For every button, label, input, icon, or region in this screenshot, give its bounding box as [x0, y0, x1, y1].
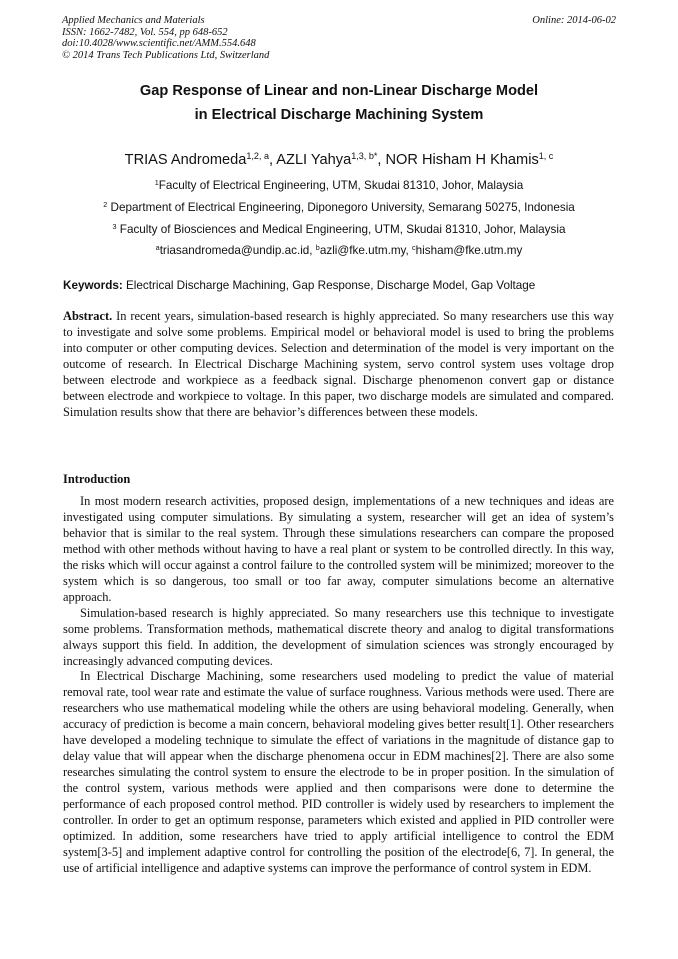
author-name: AZLI Yahya: [276, 152, 352, 168]
abstract-label: Abstract.: [63, 309, 113, 323]
affiliation-text: Faculty of Electrical Engineering, UTM, Skudai 81310, Johor, Malaysia: [158, 179, 524, 192]
author-affiliation-mark: 1,2, a: [246, 151, 269, 162]
author-emails: [20, 244, 658, 257]
author-separator: ,: [268, 152, 277, 168]
affiliation-text: Faculty of Biosciences and Medical Engineering, UTM, Skudai 81310, Johor, Malaysia: [116, 223, 566, 236]
affiliation-mark: 3: [112, 222, 117, 232]
introduction-heading: Introduction: [63, 472, 131, 486]
author-affiliation-mark: 1, c: [538, 151, 554, 162]
email-mark: a: [155, 243, 160, 253]
title-line-2: in Electrical Discharge Machining System: [194, 107, 484, 123]
affiliation-2: [20, 201, 658, 214]
author-list: [20, 152, 658, 168]
email-mark: b: [315, 243, 320, 253]
email-address[interactable]: azli@fke.utm.my,: [319, 244, 413, 257]
affiliation-mark: 1: [154, 178, 159, 188]
email-address[interactable]: hisham@fke.utm.my: [415, 244, 523, 257]
intro-paragraph: In Electrical Discharge Machining, some researchers used modeling to predict the value of material removal rate, tool wear rate and estimate the value of surface roughness. Various methods were used. There are researchers who use mathematical modeling while the others are using behavioral modeling. Generally, when accuracy of prediction is become a main concern, behavioral modeling gives better result[1]. Other researchers have developed a modeling technique to simulate the effect of variations in the magnitude of distance gap to delay value that will appear when the discharge phenomena occur in EDM machines[2]. There are also some researches simulating the control system to ensure the electrode to be in proper position. In the simulation of the control system, various methods were applied and then comparisons were done to determine the performance of each proposed control method. PID controller is widely used by researchers to implement the controller. In order to get an optimum response, parameters which existed and applied in PID controller were optimized. In addition, some researchers have tried to apply artificial intelligence to control the EDM system[3-5] and implement adaptive control for controlling the position of the electrode[6, 7]. In general, the use of artificial intelligence and adaptive systems can improve the performance of control system in EDM.: [63, 669, 614, 875]
abstract: [63, 309, 614, 421]
author-name: TRIAS Andromeda: [124, 152, 247, 168]
title-line-1: Gap Response of Linear and non-Linear Discharge Model: [139, 83, 539, 99]
keywords-text: Electrical Discharge Machining, Gap Response, Discharge Model, Gap Voltage: [122, 279, 536, 292]
author-name: NOR Hisham H Khamis: [385, 152, 539, 168]
email-mark: c: [412, 243, 416, 253]
affiliation-text: Department of Electrical Engineering, Diponegoro University, Semarang 50275, Indonesia: [107, 201, 575, 214]
author-separator: ,: [377, 152, 386, 168]
author-affiliation-mark: 1,3, b*: [351, 151, 378, 162]
intro-paragraph: In most modern research activities, proposed design, implementations of a new techniques and ideas are investigated using computer simulations. By simulating a system, researcher will get an idea of system’s behavior that is similar to the real system. Through these simulations researchers can compare the proposed method with other methods without having to have a real plant or system to be controlled directly. In this way, the risks which will occur against a control failure to the controlled system will be minimized; moreover to the system which is so dangerous, too small or too far away, computer simulations become an alternative approach.: [63, 494, 614, 604]
paper-title: [40, 79, 638, 127]
introduction-body: [63, 494, 614, 877]
affiliation-3: [20, 223, 658, 236]
abstract-text: In recent years, simulation-based research is highly appreciated. So many researchers use this way to investigate and solve some problems. Empirical model or behavioral model is used to bring the problems into computer or other computing devices. Selection and determination of the model is very important on the outcome of research. In Electrical Discharge Machining system, servo control system uses voltage drop between electrode and workpiece as a feedback signal. Discharge phenomenon convert gap or distance between electrode and workpiece to voltage. In this paper, two discharge models are simulated and compared. Simulation results show that there are behavior’s differences between these models.: [63, 309, 614, 419]
online-date-text: Online: 2014-06-02: [532, 15, 616, 26]
journal-name: Applied Mechanics and Materials: [62, 15, 205, 26]
online-date: [532, 15, 616, 27]
affiliation-1: [20, 179, 658, 192]
copyright-line: © 2014 Trans Tech Publications Ltd, Switzerland: [62, 49, 270, 61]
journal-header: [62, 15, 269, 61]
keywords-label: Keywords:: [63, 279, 123, 292]
keywords: [63, 279, 623, 292]
affiliation-mark: 2: [103, 200, 108, 210]
intro-paragraph: Simulation-based research is highly appreciated. So many researchers use this technique to investigate some problems. Transformation methods, mathematical discrete theory and analog to digital transformations always support this field. In addition, the development of simulation sciences was strongly encouraged by increasingly advanced computing devices.: [63, 605, 614, 668]
issn-line: ISSN: 1662-7482, Vol. 554, pp 648-652: [62, 26, 228, 38]
email-address[interactable]: triasandromeda@undip.ac.id,: [159, 244, 316, 257]
doi-line: doi:10.4028/www.scientific.net/AMM.554.648: [62, 38, 256, 50]
